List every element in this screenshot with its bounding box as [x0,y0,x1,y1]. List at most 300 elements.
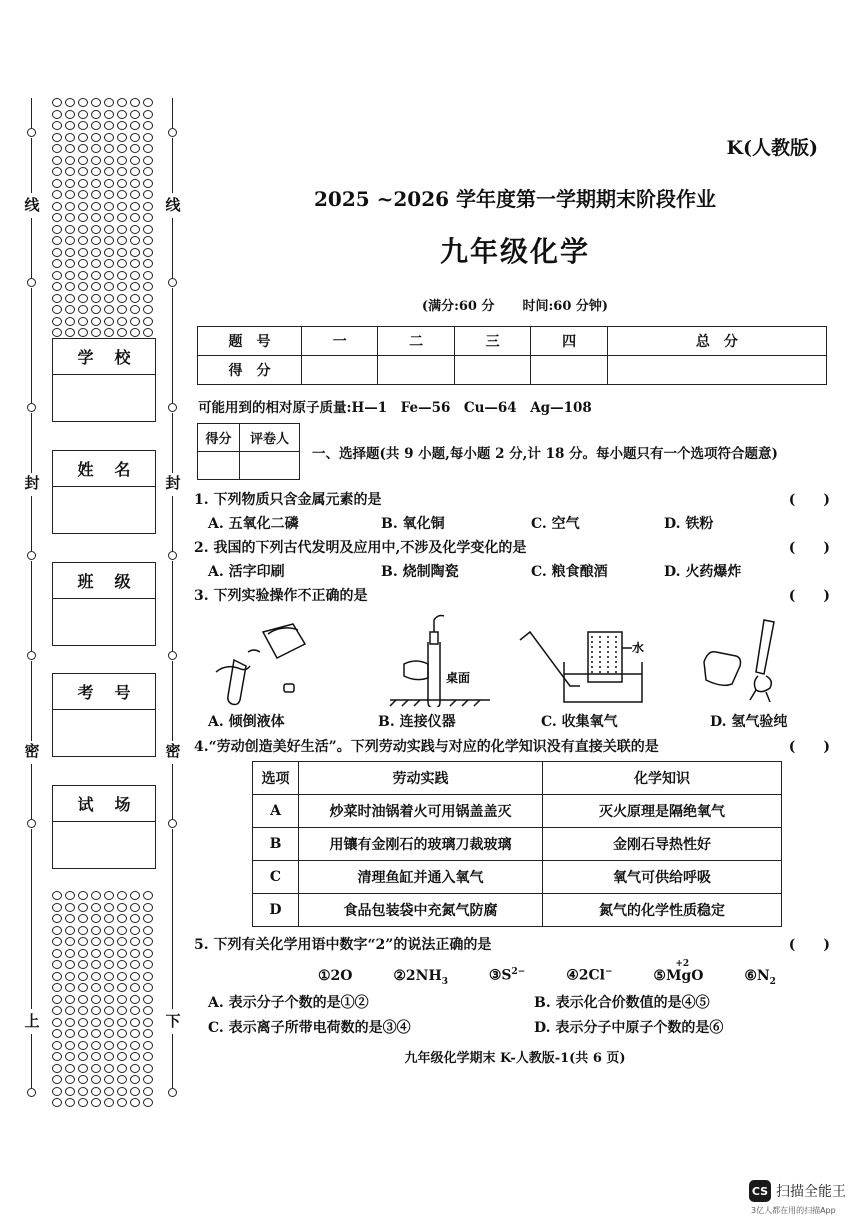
binding-line [172,764,173,819]
dot-ring [65,144,75,153]
dot-ring [91,1064,101,1073]
dot-ring [65,179,75,188]
dot-ring [65,282,75,291]
dot-ring [143,1029,153,1038]
table-row [253,828,782,861]
dot-ring [52,328,62,337]
dot-ring [130,1064,140,1073]
dot-ring [117,202,127,211]
dot-ring [117,1041,127,1050]
dot-ring [104,1006,114,1015]
dot-ring [65,903,75,912]
answer-blank[interactable]: ( ) [788,739,830,755]
dot-ring [104,949,114,958]
dot-ring [104,903,114,912]
dot-pattern-bottom [52,891,156,1110]
dot-ring [65,121,75,130]
dot-ring [52,937,62,946]
dot-ring [78,294,88,303]
table-cell: C [253,861,299,894]
table-cell: 氧气可供给呼吸 [543,861,782,894]
dot-ring [78,305,88,314]
dot-ring [104,144,114,153]
field-label-char: 名 [114,460,131,479]
dot-ring [65,1052,75,1061]
dot-ring [117,271,127,280]
dot-ring [91,1052,101,1061]
dot-ring [91,133,101,142]
dot-ring [78,156,88,165]
dot-ring [117,305,127,314]
dot-ring [78,1098,88,1107]
dot-ring [52,1052,62,1061]
dot-ring [130,248,140,257]
scanner-watermark [749,1180,846,1202]
dot-ring [117,983,127,992]
dot-ring [52,891,62,900]
dot-ring [143,995,153,1004]
dot-ring [117,248,127,257]
symbol-4 [566,967,612,984]
symbol-superscript: 2− [511,967,526,977]
dot-ring [91,1041,101,1050]
score-row-label: 得 分 [198,356,302,385]
dot-ring [52,1075,62,1084]
binding-line [172,829,173,1009]
binding-line [31,496,32,551]
seal-char: 封 [165,474,181,492]
figure-caption[interactable]: D. 氢气验纯 [710,714,788,730]
dot-ring [91,179,101,188]
score-table-header: 总 分 [607,327,826,356]
dot-ring [130,156,140,165]
dot-ring [78,995,88,1004]
dot-ring [52,282,62,291]
symbol-3 [489,967,525,984]
dot-ring [104,225,114,234]
dot-ring [91,1018,101,1027]
seal-char: 密 [24,742,40,760]
dot-ring [78,271,88,280]
dot-ring [65,1075,75,1084]
dot-ring [117,1064,127,1073]
dot-ring [52,1006,62,1015]
binding-line [31,98,32,128]
connect-apparatus-figure [386,612,496,707]
field-label-char: 考 [77,683,94,702]
score-table-header: 一 [302,327,378,356]
dot-ring [130,133,140,142]
dot-ring [104,305,114,314]
dot-ring [78,960,88,969]
option[interactable]: B. 氧化铜 [381,516,445,532]
hydrogen-test-figure [700,612,800,707]
dot-ring [104,960,114,969]
table-header: 化学知识 [543,762,782,795]
dot-ring [130,1029,140,1038]
dot-ring [130,236,140,245]
dot-ring [65,305,75,314]
dot-ring [52,259,62,268]
dot-ring [91,1075,101,1084]
dot-ring [143,926,153,935]
option[interactable]: B. 表示化合价数值的是④⑤ [534,995,710,1011]
dot-ring [130,1052,140,1061]
binding-ring [27,551,36,560]
dot-ring [143,903,153,912]
option[interactable]: B. 烧制陶瓷 [381,564,459,580]
dot-ring [130,914,140,923]
exam-meta [190,295,840,314]
dot-ring [104,972,114,981]
score-table-header: 三 [454,327,530,356]
dot-ring [78,1018,88,1027]
dot-ring [130,995,140,1004]
dot-ring [52,225,62,234]
dot-ring [130,305,140,314]
dot-ring [52,317,62,326]
dot-ring [130,1006,140,1015]
score-cell[interactable] [531,356,607,385]
score-cell[interactable] [607,356,826,385]
dot-ring [117,995,127,1004]
dot-ring [65,1064,75,1073]
dot-ring [104,190,114,199]
dot-ring [65,949,75,958]
dot-ring [130,144,140,153]
dot-ring [91,949,101,958]
dot-ring [52,960,62,969]
dot-ring [78,903,88,912]
dot-ring [78,1041,88,1050]
dot-ring [104,98,114,107]
dot-ring [130,926,140,935]
dot-ring [143,328,153,337]
dot-ring [143,190,153,199]
option[interactable]: A. 活字印刷 [208,564,285,580]
dot-ring [52,248,62,257]
dot-ring [91,995,101,1004]
dot-ring [143,937,153,946]
answer-blank[interactable]: ( ) [788,540,830,556]
table-header: 选项 [253,762,299,795]
binding-line [172,413,173,473]
dot-ring [104,1087,114,1096]
dot-ring [78,248,88,257]
dot-ring [143,156,153,165]
binding-ring [168,551,177,560]
dot-ring [91,1006,101,1015]
dot-ring [117,121,127,130]
table-row [253,894,782,927]
dot-ring [91,972,101,981]
dot-ring [117,179,127,188]
dot-ring [65,156,75,165]
symbol-text: ④2Cl [566,967,605,984]
dot-ring [143,317,153,326]
dot-ring [117,1006,127,1015]
dot-ring [52,133,62,142]
dot-ring [104,937,114,946]
dot-ring [52,1018,62,1027]
dot-ring [104,926,114,935]
dot-ring [104,133,114,142]
dot-ring [130,294,140,303]
atomic-mass-note: 可能用到的相对原子质量:H—1 Fe—56 Cu—64 Ag—108 [198,400,592,416]
dot-ring [91,926,101,935]
dot-ring [78,282,88,291]
dot-ring [130,121,140,130]
option[interactable]: D. 火药爆炸 [664,564,742,580]
dot-ring [52,144,62,153]
dot-ring [104,1052,114,1061]
chemical-symbols-row [318,958,812,987]
dot-ring [143,236,153,245]
dot-ring [104,1098,114,1107]
dot-ring [143,305,153,314]
dot-ring [91,1087,101,1096]
dot-ring [78,1087,88,1096]
binding-ring [168,819,177,828]
class-field[interactable] [52,562,156,646]
dot-ring [104,236,114,245]
grader-score-cell[interactable] [198,452,240,480]
dot-ring [143,914,153,923]
binding-line [31,829,32,1009]
binding-ring [27,1088,36,1097]
option[interactable]: C. 空气 [531,516,580,532]
dot-ring [65,190,75,199]
dot-ring [91,305,101,314]
symbol-text: ②2NH [393,967,442,984]
answer-blank[interactable]: ( ) [788,588,830,604]
table-header: 劳动实践 [299,762,543,795]
question-1-options [208,513,828,533]
exam-room-field[interactable] [52,785,156,869]
symbol-text: ⑤MgO [653,967,704,984]
dot-ring [104,1064,114,1073]
dot-ring [91,156,101,165]
dot-ring [117,167,127,176]
figure-caption[interactable]: C. 收集氧气 [541,714,618,730]
dot-ring [65,1087,75,1096]
dot-ring [65,1041,75,1050]
dot-ring [91,236,101,245]
dot-ring [143,1041,153,1050]
dot-ring [65,926,75,935]
dot-ring [65,317,75,326]
collect-oxygen-figure [518,612,648,707]
dot-ring [130,317,140,326]
dot-ring [91,903,101,912]
dot-ring [130,1098,140,1107]
answer-blank[interactable]: ( ) [788,937,830,953]
dot-ring [143,167,153,176]
grader-reviewer-cell[interactable] [240,452,300,480]
dot-ring [78,891,88,900]
question-2-options [208,561,828,581]
score-cell[interactable] [378,356,454,385]
dot-ring [52,995,62,1004]
exam-time: 时间:60 分钟) [522,299,609,314]
dot-ring [143,960,153,969]
dot-ring [143,972,153,981]
symbol-text: ①2O [318,967,353,984]
binding-line [31,561,32,651]
figure-caption[interactable]: B. 连接仪器 [378,714,456,730]
symbol-text: ⑥N [744,967,770,984]
dot-ring [78,202,88,211]
symbol-text: ③S [488,967,512,984]
field-label-char: 场 [114,795,131,814]
dot-ring [91,328,101,337]
scanner-app-name: 扫描全能王 [776,1184,846,1200]
dot-ring [91,271,101,280]
dot-ring [91,983,101,992]
dot-ring [78,1006,88,1015]
dot-ring [104,891,114,900]
dot-ring [78,937,88,946]
dot-ring [52,190,62,199]
option[interactable]: C. 表示离子所带电荷数的是③④ [208,1020,411,1036]
field-label-char: 级 [114,572,131,591]
dot-ring [143,98,153,107]
dot-ring [143,202,153,211]
dot-ring [104,983,114,992]
dot-ring [78,926,88,935]
dot-ring [130,1087,140,1096]
dot-ring [143,213,153,222]
dot-ring [65,937,75,946]
dot-ring [65,167,75,176]
field-label-char: 试 [77,795,94,814]
binding-ring [168,278,177,287]
dot-ring [91,144,101,153]
binding-line [172,661,173,741]
exam-number-field[interactable] [52,673,156,757]
option[interactable]: A. 五氧化二磷 [208,516,299,532]
field-label-char: 学 [77,348,94,367]
dot-ring [143,225,153,234]
dot-ring [52,1041,62,1050]
dot-ring [117,190,127,199]
dot-ring [91,167,101,176]
dot-ring [117,891,127,900]
dot-ring [91,98,101,107]
pouring-liquid-figure [208,612,318,707]
dot-ring [91,960,101,969]
dot-ring [65,133,75,142]
name-field[interactable] [52,450,156,534]
dot-ring [78,317,88,326]
binding-ring [168,651,177,660]
dot-ring [117,282,127,291]
field-label-char: 号 [114,683,131,702]
option[interactable]: D. 铁粉 [664,516,714,532]
dot-ring [91,110,101,119]
dot-ring [65,891,75,900]
dot-ring [117,156,127,165]
dot-ring [117,903,127,912]
dot-ring [143,294,153,303]
dot-ring [104,1018,114,1027]
dot-ring [78,1064,88,1073]
dot-ring [104,110,114,119]
school-field[interactable] [52,338,156,422]
dot-ring [130,98,140,107]
dot-ring [117,937,127,946]
score-table-header: 题 号 [198,327,302,356]
dot-ring [52,914,62,923]
dot-ring [130,972,140,981]
dot-ring [91,294,101,303]
dot-ring [117,133,127,142]
dot-ring [78,225,88,234]
figure-caption[interactable]: A. 倾倒液体 [208,714,285,730]
grader-score-label: 得分 [198,424,240,452]
grader-box [197,423,300,480]
dot-ring [78,1029,88,1038]
dot-ring [143,983,153,992]
dot-ring [104,1041,114,1050]
question-3-stem: 3. 下列实验操作不正确的是 [194,588,368,604]
dot-ring [52,179,62,188]
dot-ring [91,259,101,268]
dot-ring [78,179,88,188]
dot-ring [130,271,140,280]
dot-ring [143,259,153,268]
dot-ring [65,294,75,303]
dot-ring [65,110,75,119]
binding-ring [27,278,36,287]
dot-ring [143,133,153,142]
table-cell: B [253,828,299,861]
dot-ring [130,328,140,337]
dot-ring [52,167,62,176]
dot-ring [78,1075,88,1084]
subject-title: 九年级化学 [439,235,590,268]
question-4-table [252,761,782,927]
dot-ring [65,98,75,107]
option[interactable]: D. 表示分子中原子个数的是⑥ [534,1020,724,1036]
score-cell[interactable] [302,356,378,385]
dot-ring [52,271,62,280]
dot-ring [104,282,114,291]
dot-ring [130,110,140,119]
dot-ring [130,1075,140,1084]
dot-ring [117,1087,127,1096]
dot-ring [91,1098,101,1107]
answer-blank[interactable]: ( ) [788,492,830,508]
score-cell[interactable] [454,356,530,385]
dot-ring [65,259,75,268]
dot-ring [130,1041,140,1050]
dot-ring [104,914,114,923]
dot-ring [52,156,62,165]
field-label-char: 姓 [77,460,94,479]
dot-ring [117,1018,127,1027]
scanner-tagline: 3亿人都在用的扫描App [751,1206,836,1215]
dot-ring [65,225,75,234]
binding-ring [27,819,36,828]
binding-line [31,661,32,741]
option[interactable]: A. 表示分子个数的是①② [208,995,369,1011]
dot-ring [143,1052,153,1061]
dot-ring [78,98,88,107]
option[interactable]: C. 粮食酿酒 [531,564,608,580]
dot-ring [78,949,88,958]
dot-ring [65,213,75,222]
